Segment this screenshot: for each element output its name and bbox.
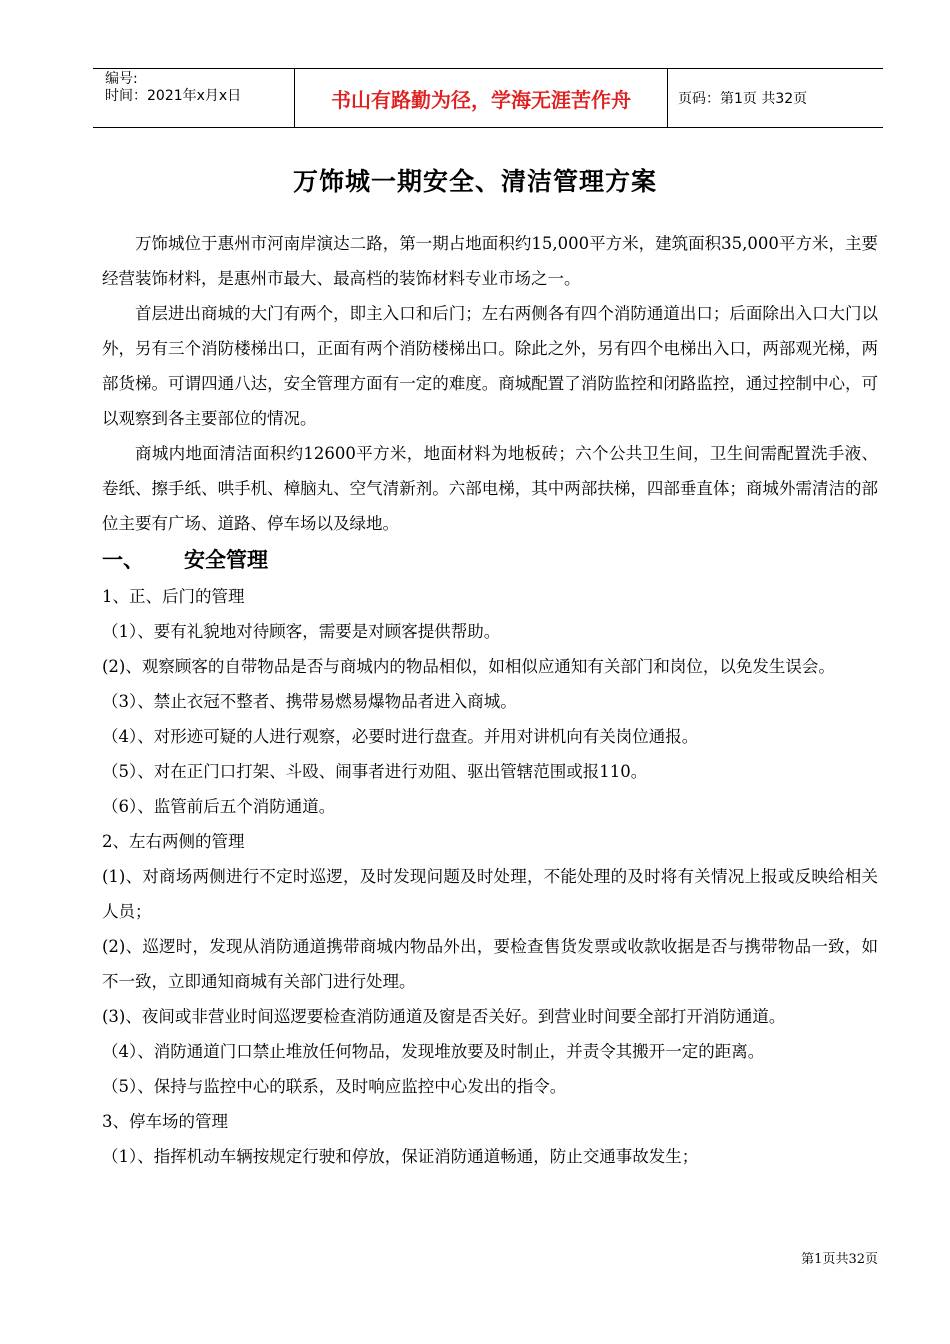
body-line: (3)、夜间或非营业时间巡逻要检查消防通道及窗是否关好。到营业时间要全部打开消防通道。 (102, 1007, 786, 1026)
section-heading (102, 541, 878, 579)
section-title: 安全管理 (184, 547, 268, 572)
body-line: 3、停车场的管理 (102, 1112, 228, 1131)
number-label: 编号: (105, 71, 138, 87)
body-line: （5）、对在正门口打架、斗殴、闹事者进行劝阻、驱出管辖范围或报110。 (102, 762, 648, 781)
body-line: (2)、巡逻时，发现从消防通道携带商城内物品外出，要检查售货发票或收款收据是否与携带物品一致，如不一致，立即通知商城有关部门进行处理。 (102, 937, 878, 991)
body-line: (2)、观察顾客的自带物品是否与商城内的物品相似，如相似应通知有关部门和岗位，以免发生误会。 (102, 657, 835, 676)
body-line: （1）、指挥机动车辆按规定行驶和停放，保证消防通道畅通，防止交通事故发生； (102, 1147, 699, 1166)
time-label: 时间：2021年x月x日 (105, 88, 242, 104)
intro-paragraph: 首层进出商城的大门有两个，即主入口和后门；左右两侧各有四个消防通道出口；后面除出入口大门以外，另有三个消防楼梯出口，正面有两个消防楼梯出口。除此之外，另有四个电梯出入口，两部观光梯，两部货梯。可谓四通八达，安全管理方面有一定的难度。商城配置了消防监控和闭路监控，通过控制中心，可以观察到各主要部位的情况。 (102, 304, 878, 428)
body-line: 2、左右两侧的管理 (102, 832, 245, 851)
header-meta (93, 69, 295, 127)
page-footer: 第1页共32页 (801, 1252, 878, 1267)
intro-paragraph: 万饰城位于惠州市河南岸演达二路，第一期占地面积约15,000平方米，建筑面积35,000平方米，主要经营装饰材料，是惠州市最大、最高档的装饰材料专业市场之一。 (102, 234, 878, 288)
document-body (102, 226, 878, 1174)
header-page-info: 页码：第1页 共32页 (678, 91, 808, 107)
body-line: （4）、消防通道门口禁止堆放任何物品，发现堆放要及时制止，并责令其搬开一定的距离。 (102, 1042, 765, 1061)
body-line: （5）、保持与监控中心的联系，及时响应监控中心发出的指令。 (102, 1077, 567, 1096)
body-line: （4）、对形迹可疑的人进行观察，必要时进行盘查。并用对讲机向有关岗位通报。 (102, 727, 699, 746)
header-motto: 书山有路勤为径，学海无涯苦作舟 (295, 69, 668, 127)
document-title: 万饰城一期安全、清洁管理方案 (292, 167, 657, 196)
body-line: (1)、对商场两侧进行不定时巡逻，及时发现问题及时处理，不能处理的及时将有关情况上报或反映给相关人员； (102, 867, 878, 921)
intro-paragraph: 商城内地面清洁面积约12600平方米，地面材料为地板砖；六个公共卫生间，卫生间需配置洗手液、卷纸、擦手纸、哄手机、樟脑丸、空气清新剂。六部电梯，其中两部扶梯，四部垂直体；商城外需清洁的部位主要有广场、道路、停车场以及绿地。 (102, 444, 878, 533)
body-line: （1）、要有礼貌地对待顾客，需要是对顾客提供帮助。 (102, 622, 501, 641)
body-line: 1、正、后门的管理 (102, 587, 245, 606)
page-header (93, 68, 883, 128)
section-number: 一、 (102, 547, 144, 572)
body-line: （3）、禁止衣冠不整者、携带易燃易爆物品者进入商城。 (102, 692, 517, 711)
body-line: （6）、监管前后五个消防通道。 (102, 797, 336, 816)
